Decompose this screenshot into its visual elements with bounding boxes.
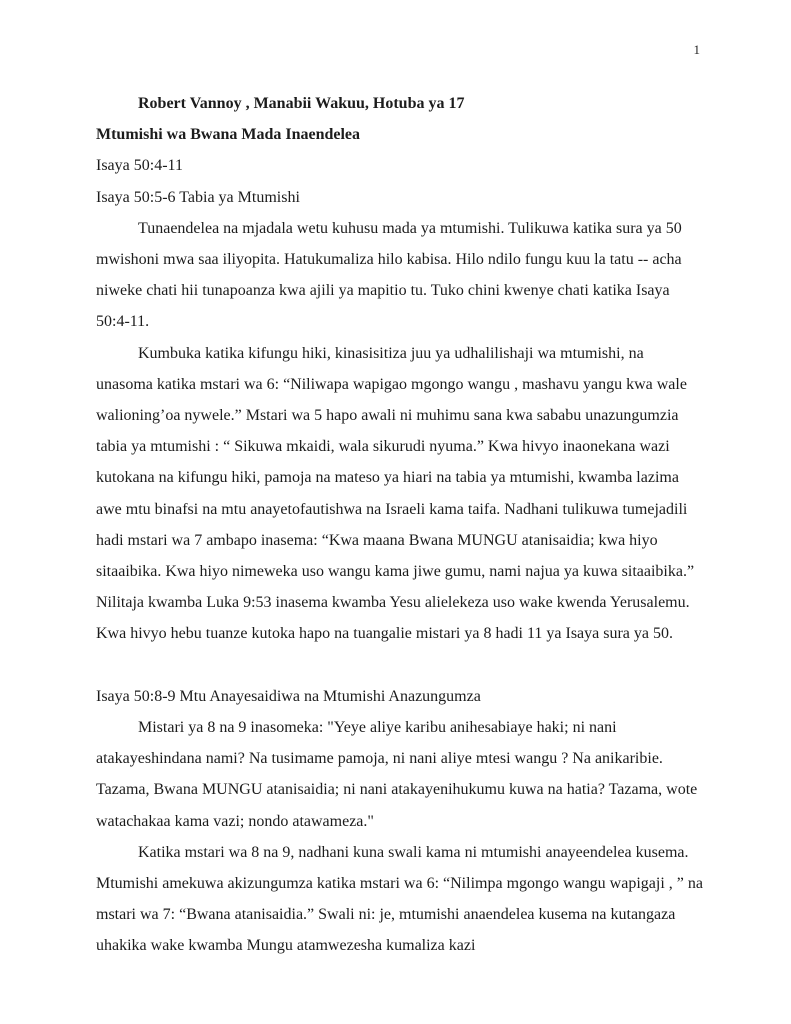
paragraph-1: Tunaendelea na mjadala wetu kuhusu mada ya mtumishi. Tulikuwa katika sura ya 50 mwishoni mwa saa iliyopita. Hatukumaliza hilo kabisa. Hilo ndilo fungu kuu la tatu -- acha niweke chati hii tunapoanza kwa ajili ya mapitio tu. Tuko chini kwenye chati katika Isaya 50:4-11. <box>96 219 682 331</box>
blank-line <box>96 650 704 681</box>
document-subtitle: Mtumishi wa Bwana Mada Inaendelea <box>96 126 361 144</box>
section-heading-2: Isaya 50:8-9 Mtu Anayesaidiwa na Mtumishi Anazungumza <box>96 687 481 705</box>
paragraph-4: Katika mstari wa 8 na 9, nadhani kuna swali kama ni mtumishi anayeendelea kusema. Mtumishi amekuwa akizungumza katika mstari wa 6: “Nilimpa mgongo wangu wapigaji , ” na mstari wa 7: “Bwana atanisaidia.” Swali ni: je, mtumishi anaendelea kusema na kutangaza uhakika wake kwamba Mungu atamwezesha kumaliza kazi <box>96 843 703 955</box>
document-body <box>96 88 704 962</box>
page-number: 1 <box>693 42 700 57</box>
paragraph-3: Mistari ya 8 na 9 inasomeka: "Yeye aliye karibu anihesabiaye haki; ni nani atakayeshindana nami? Na tusimame pamoja, ni nani aliye mtesi wangu ? Na anikaribie. Tazama, Bwana MUNGU atanisaidia; ni nani atakayenihukumu kuwa na hatia? Tazama, wote watachakaa kama vazi; nondo atawameza." <box>96 719 698 830</box>
paragraph-2: Kumbuka katika kifungu hiki, kinasisitiza juu ya udhalilishaji wa mtumishi, na unasoma katika mstari wa 6: “Niliwapa wapigao mgongo wangu , mashavu yangu kwa wale walioning’oa nywele.” Mstari wa 5 hapo awali ni muhimu sana kwa sababu unazungumzia tabia ya mtumishi : “ Sikuwa mkaidi, wala sikurudi nyuma.” Kwa hivyo inaonekana wazi kutokana na kifungu hiki, pamoja na mateso ya hiari na tabia ya mtumishi, kwamba lazima awe mtu binafsi na mtu anayetofautishwa na Israeli kama taifa. Nadhani tulikuwa tumejadili hadi mstari wa 7 ambapo inasema: “Kwa maana Bwana MUNGU atanisaidia; kwa hiyo sitaaibika. Kwa hiyo nimeweka uso wangu kama jiwe gumu, nami najua ya kuwa sitaaibika.” Nilitaja kwamba Luka 9:53 inasema kwamba Yesu alielekeza uso wake kwenda Yerusalemu. Kwa hivyo hebu tuanze kutoka hapo na tuangalie mistari ya 8 hadi 11 ya Isaya sura ya 50. <box>96 344 695 643</box>
scripture-reference: Isaya 50:4-11 <box>96 157 183 175</box>
section-heading-1: Isaya 50:5-6 Tabia ya Mtumishi <box>96 188 300 206</box>
document-title: Robert Vannoy , Manabii Wakuu, Hotuba ya 17 <box>138 95 465 112</box>
